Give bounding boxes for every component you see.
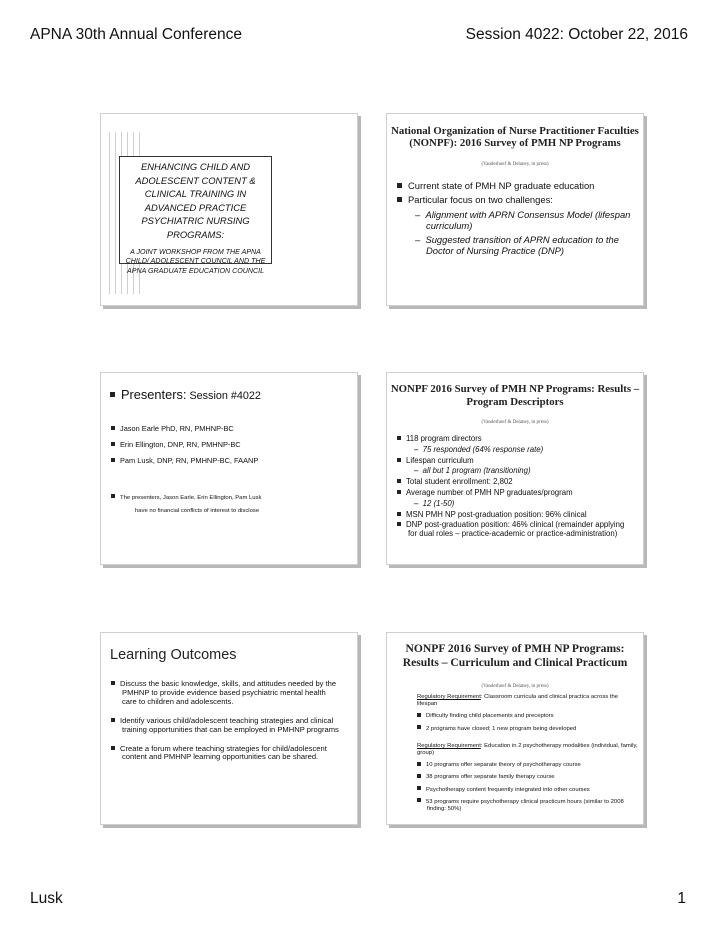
bullet-list bbox=[111, 680, 341, 772]
sub-list-item: – 12 (1-50) bbox=[414, 498, 455, 508]
slide-subtitle-text: A JOINT WORKSHOP FROM THE APNA CHILD/ ADOLESCENT COUNCIL AND THE APNA GRADUATE EDUCATION COUNCIL bbox=[125, 247, 266, 276]
sub-list-item: – Suggested transition of APRN education to the Doctor of Nursing Practice (DNP) bbox=[415, 233, 619, 257]
bullet-square-icon bbox=[397, 522, 401, 526]
list-item: Current state of PMH NP graduate education bbox=[397, 180, 635, 191]
citation: (Vanderhoef & Delaney, in press) bbox=[481, 420, 549, 425]
bullet-square-icon bbox=[417, 725, 421, 729]
slide-learning-outcomes bbox=[100, 632, 358, 825]
list-item: Create a forum where teaching strategies for child/adolescent content and PMHNP learning opportunities can be shared. bbox=[111, 745, 341, 763]
sub-list-item: – Alignment with APRN Consensus Model (lifespan curriculum) bbox=[415, 208, 631, 232]
header-session-date: Session 4022: October 22, 2016 bbox=[465, 26, 688, 43]
list-item: Erin Ellington, DNP, RN, PMHNP-BC bbox=[111, 440, 349, 449]
slide-heading: NONPF 2016 Survey of PMH NP Programs: Results – Program Descriptors bbox=[390, 383, 640, 408]
list-item: 38 programs offer separate family therapy course bbox=[417, 774, 639, 781]
sub-list-item: – 75 responded (64% response rate) bbox=[414, 444, 544, 454]
bullet-square-icon bbox=[417, 798, 421, 802]
slide-program-descriptors bbox=[386, 372, 644, 565]
citation: (Vanderhoef & Delaney, in press) bbox=[481, 162, 549, 167]
bullet-square-icon bbox=[111, 442, 115, 446]
list-item: Total student enrollment: 2,802 bbox=[397, 478, 635, 487]
list-item: MSN PMH NP post-graduation position: 96% clinical bbox=[397, 511, 635, 520]
bullet-square-icon bbox=[417, 713, 421, 717]
bullet-square-icon bbox=[417, 774, 421, 778]
list-item: Average number of PMH NP graduates/program bbox=[397, 489, 635, 498]
list-item: 53 programs require psychotherapy clinical practicum hours (similar to 2008 finding: 50%) bbox=[417, 799, 639, 813]
list-item: Jason Earle PhD, RN, PMHNP-BC bbox=[111, 424, 349, 433]
list-item: Difficulty finding child placements and preceptors bbox=[417, 713, 639, 720]
slide-title bbox=[100, 113, 358, 306]
slide-title-text: ENHANCING CHILD AND ADOLESCENT CONTENT & CLINICAL TRAINING IN ADVANCED PRACTICE PSYCHIATRIC NURSING PROGRAMS: bbox=[135, 161, 256, 240]
bullet-square-icon bbox=[111, 681, 115, 685]
title-box bbox=[119, 156, 272, 276]
list-item: Particular focus on two challenges: bbox=[397, 194, 635, 205]
list-item: Lifespan curriculum bbox=[397, 457, 635, 466]
list-item: Discuss the basic knowledge, skills, and attitudes needed by the PMHNP to provide evidence based psychiatric mental health care to children and adolescents. bbox=[111, 680, 341, 707]
slide-nonpf-survey bbox=[386, 113, 644, 306]
slide-presenters bbox=[100, 372, 358, 565]
bullet-square-icon bbox=[397, 458, 401, 462]
slide-curriculum-practicum bbox=[386, 632, 644, 825]
bullet-square-icon bbox=[111, 426, 115, 430]
bullet-list bbox=[397, 180, 635, 258]
list-item: 2 programs have closed; 1 new program being developed bbox=[417, 726, 639, 733]
bullet-square-icon bbox=[397, 490, 401, 494]
list-item: DNP post-graduation position: 46% clinical (remainder applying for dual roles – practice-academic or practice-administration) bbox=[397, 521, 635, 539]
bullet-square-icon bbox=[110, 392, 115, 397]
bullet-square-icon bbox=[417, 786, 421, 790]
bullet-list bbox=[397, 435, 635, 541]
disclosure: The presenters, Jason Earle, Erin Ellington, Pam Lusk have no financial conflicts of interest to disclose bbox=[111, 492, 349, 518]
requirement-1: Regulatory Requirement: Classroom curricula and clinical practica across the lifespan bbox=[417, 694, 619, 708]
bullet-square-icon bbox=[111, 458, 115, 462]
slide-heading: National Organization of Nurse Practitioner Faculties (NONPF): 2016 Survey of PMH NP Programs bbox=[391, 125, 639, 150]
header-conference: APNA 30th Annual Conference bbox=[30, 26, 242, 43]
bullet-square-icon bbox=[397, 183, 402, 188]
bullet-square-icon bbox=[397, 197, 402, 202]
list-item: 118 program directors bbox=[397, 435, 635, 444]
bullet-square-icon bbox=[417, 762, 421, 766]
list-item: Pam Lusk, DNP, RN, PMHNP-BC, FAANP bbox=[111, 456, 349, 465]
bullet-square-icon bbox=[111, 718, 115, 722]
bullet-square-icon bbox=[397, 479, 401, 483]
slide-heading: NONPF 2016 Survey of PMH NP Programs: Results – Curriculum and Clinical Practicum bbox=[402, 642, 628, 669]
sub-list-item: – all but 1 program (transitioning) bbox=[414, 466, 531, 476]
list-item: Psychotherapy content frequently integrated into other courses bbox=[417, 787, 639, 794]
bullet-square-icon bbox=[397, 436, 401, 440]
footer-author: Lusk bbox=[30, 890, 63, 907]
slide-body bbox=[417, 694, 639, 818]
bullet-square-icon bbox=[111, 494, 115, 498]
presenters-heading: Presenters: Session #4022 bbox=[110, 387, 261, 402]
requirement-2: Regulatory Requirement: Education in 2 psychotherapy modalities (individual, family, group) bbox=[417, 742, 638, 757]
list-item: 10 programs offer separate theory of psychotherapy course bbox=[417, 762, 639, 769]
bullet-square-icon bbox=[397, 512, 401, 516]
bullet-square-icon bbox=[111, 746, 115, 750]
list-item: Identify various child/adolescent teaching strategies and clinical training opportunities that can be employed in PMHNP programs bbox=[111, 717, 341, 735]
presenter-list bbox=[111, 424, 349, 472]
slide-heading: Learning Outcomes bbox=[110, 647, 237, 663]
footer-page-number: 1 bbox=[677, 890, 686, 907]
citation: (Vanderhoef & Delaney, in press) bbox=[481, 684, 549, 689]
